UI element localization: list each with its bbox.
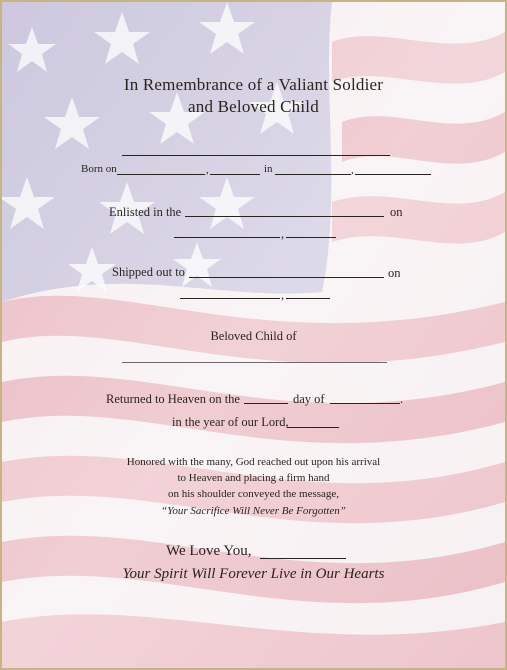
certificate-text (2, 2, 505, 668)
born-sep-1: , (206, 164, 209, 176)
shipped-sep: , (281, 288, 285, 302)
born-label: Born on (81, 163, 117, 175)
returned-end: . (400, 392, 404, 406)
shipped-date-line (180, 298, 280, 299)
year-of-our-lord-label: in the year of our Lord, (172, 415, 289, 429)
born-city-line (275, 174, 351, 175)
shipped-label: Shipped out to (112, 265, 185, 279)
returned-day-of-label: day of (293, 392, 325, 406)
parents-line (122, 362, 387, 363)
enlisted-date-line (174, 237, 280, 238)
verse-line-3: on his shoulder conveyed the message, (167, 488, 340, 500)
shipped-on-label: on (388, 266, 401, 280)
we-love-you-label: We Love You, (166, 543, 252, 559)
enlisted-on-label: on (390, 205, 403, 219)
returned-day-line (244, 403, 288, 404)
born-in-label: in (264, 163, 273, 175)
title-line-1: In Remembrance of a Valiant Soldier (123, 75, 384, 94)
enlisted-sep: , (281, 227, 285, 241)
verse-line-1: Honored with the many, God reached out upon his arrival (126, 456, 381, 468)
spirit-line: Your Spirit Will Forever Live in Our Hearts (122, 566, 385, 582)
enlisted-year-line (286, 237, 336, 238)
verse-line-4: “Your Sacrifice Will Never Be Forgotten” (161, 505, 346, 517)
we-love-you-line (260, 558, 346, 559)
returned-month-line (330, 403, 400, 404)
name-line (122, 155, 390, 156)
shipped-place-line (189, 277, 384, 278)
shipped-year-line (286, 298, 330, 299)
born-date-line (117, 174, 205, 175)
beloved-child-label: Beloved Child of (210, 329, 297, 343)
born-state-line (355, 174, 431, 175)
verse-line-2: to Heaven and placing a firm hand (177, 472, 330, 484)
born-year-line (210, 174, 260, 175)
enlisted-label: Enlisted in the (109, 205, 182, 219)
enlisted-branch-line (185, 216, 384, 217)
returned-label: Returned to Heaven on the (106, 392, 240, 406)
year-of-our-lord-line (287, 427, 339, 428)
born-sep-2: , (351, 164, 354, 176)
title-line-2: and Beloved Child (188, 97, 319, 116)
